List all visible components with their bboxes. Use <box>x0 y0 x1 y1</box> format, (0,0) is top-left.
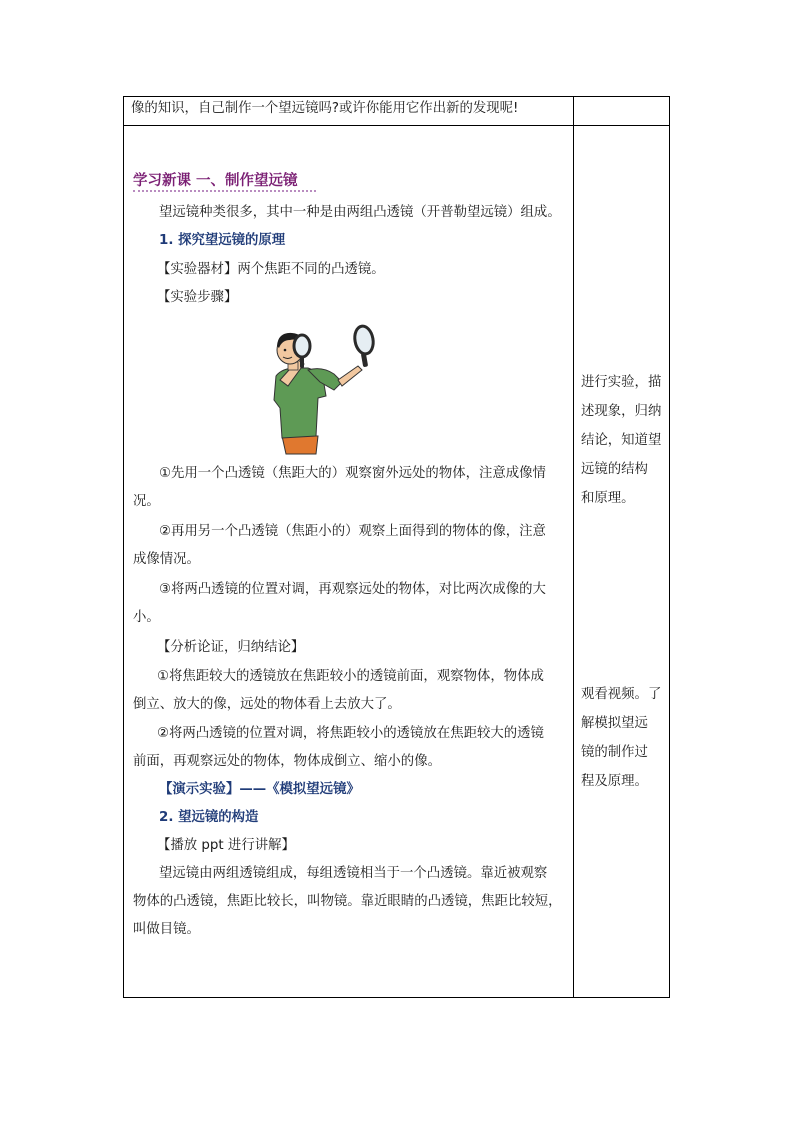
table-border-top <box>123 96 670 97</box>
equipment-text: 【实验器材】两个焦距不同的凸透镜。 <box>157 262 385 277</box>
analysis-label: 【分析论证，归纳结论】 <box>157 640 305 655</box>
table-border-left <box>123 96 124 998</box>
side-note-line: 程及原理。 <box>581 774 648 789</box>
intro-paragraph: 望远镜种类很多，其中一种是由两组凸透镜（开普勒望远镜）组成。 <box>159 205 561 220</box>
side-note-line: 进行实验，描 <box>581 375 662 390</box>
side-note-line: 和原理。 <box>581 491 635 506</box>
structure-line-2: 物体的凸透镜，焦距比较长，叫物镜。靠近眼睛的凸透镜，焦距比较短， <box>133 894 562 909</box>
step-2-line-1: ②再用另一个凸透镜（焦距小的）观察上面得到的物体的像，注意 <box>159 524 546 539</box>
ppt-label: 【播放 ppt 进行讲解】 <box>157 838 295 853</box>
intro-text: 像的知识，自己制作一个望远镜吗?或许你能用它作出新的发现呢! <box>131 101 519 116</box>
structure-line-1: 望远镜由两组透镜组成，每组透镜相当于一个凸透镜。靠近被观察 <box>159 866 548 881</box>
conclusion-2-line-1: ②将两凸透镜的位置对调，将焦距较小的透镜放在焦距较大的透镜 <box>157 726 544 741</box>
table-border-right <box>669 96 670 998</box>
lesson-table <box>123 96 670 998</box>
table-border-bottom <box>123 997 670 998</box>
step-3-line-2: 小。 <box>133 610 160 625</box>
conclusion-2-line-2: 前面，再观察远处的物体，物体成倒立、缩小的像。 <box>133 754 441 769</box>
step-3-line-1: ③将两凸透镜的位置对调，再观察远处的物体，对比两次成像的大 <box>159 582 546 597</box>
side-note-video <box>581 680 666 796</box>
side-note-experiment <box>581 368 666 513</box>
section-heading: 学习新课 一、制作望远镜 <box>133 173 298 189</box>
side-note-line: 述现象，归纳 <box>581 404 662 419</box>
side-note-line: 镜的制作过 <box>581 745 648 760</box>
boy-with-lenses-illustration <box>268 316 383 456</box>
side-note-line: 解模拟望远 <box>581 716 648 731</box>
conclusion-1-line-1: ①将焦距较大的透镜放在焦距较小的透镜前面，观察物体，物体成 <box>157 669 544 684</box>
demo-experiment: 【演示实验】——《模拟望远镜》 <box>159 782 360 797</box>
column-divider <box>573 96 574 998</box>
structure-line-3: 叫做目镜。 <box>133 922 200 937</box>
side-note-line: 结论，知道望 <box>581 433 662 448</box>
step-1-line-1: ①先用一个凸透镜（焦距大的）观察窗外远处的物体，注意成像情 <box>159 466 546 481</box>
step-2-line-2: 成像情况。 <box>133 552 200 567</box>
side-note-line: 观看视频。了 <box>581 687 662 702</box>
subheading-structure: 2. 望远镜的构造 <box>159 810 259 825</box>
step-1-line-2: 况。 <box>133 494 160 509</box>
row-divider <box>123 125 670 126</box>
side-note-line: 远镜的结构 <box>581 462 648 477</box>
subheading-principle: 1. 探究望远镜的原理 <box>159 233 286 248</box>
heading-underline <box>133 190 316 192</box>
steps-label: 【实验步骤】 <box>157 290 238 305</box>
conclusion-1-line-2: 倒立、放大的像，远处的物体看上去放大了。 <box>133 697 401 712</box>
